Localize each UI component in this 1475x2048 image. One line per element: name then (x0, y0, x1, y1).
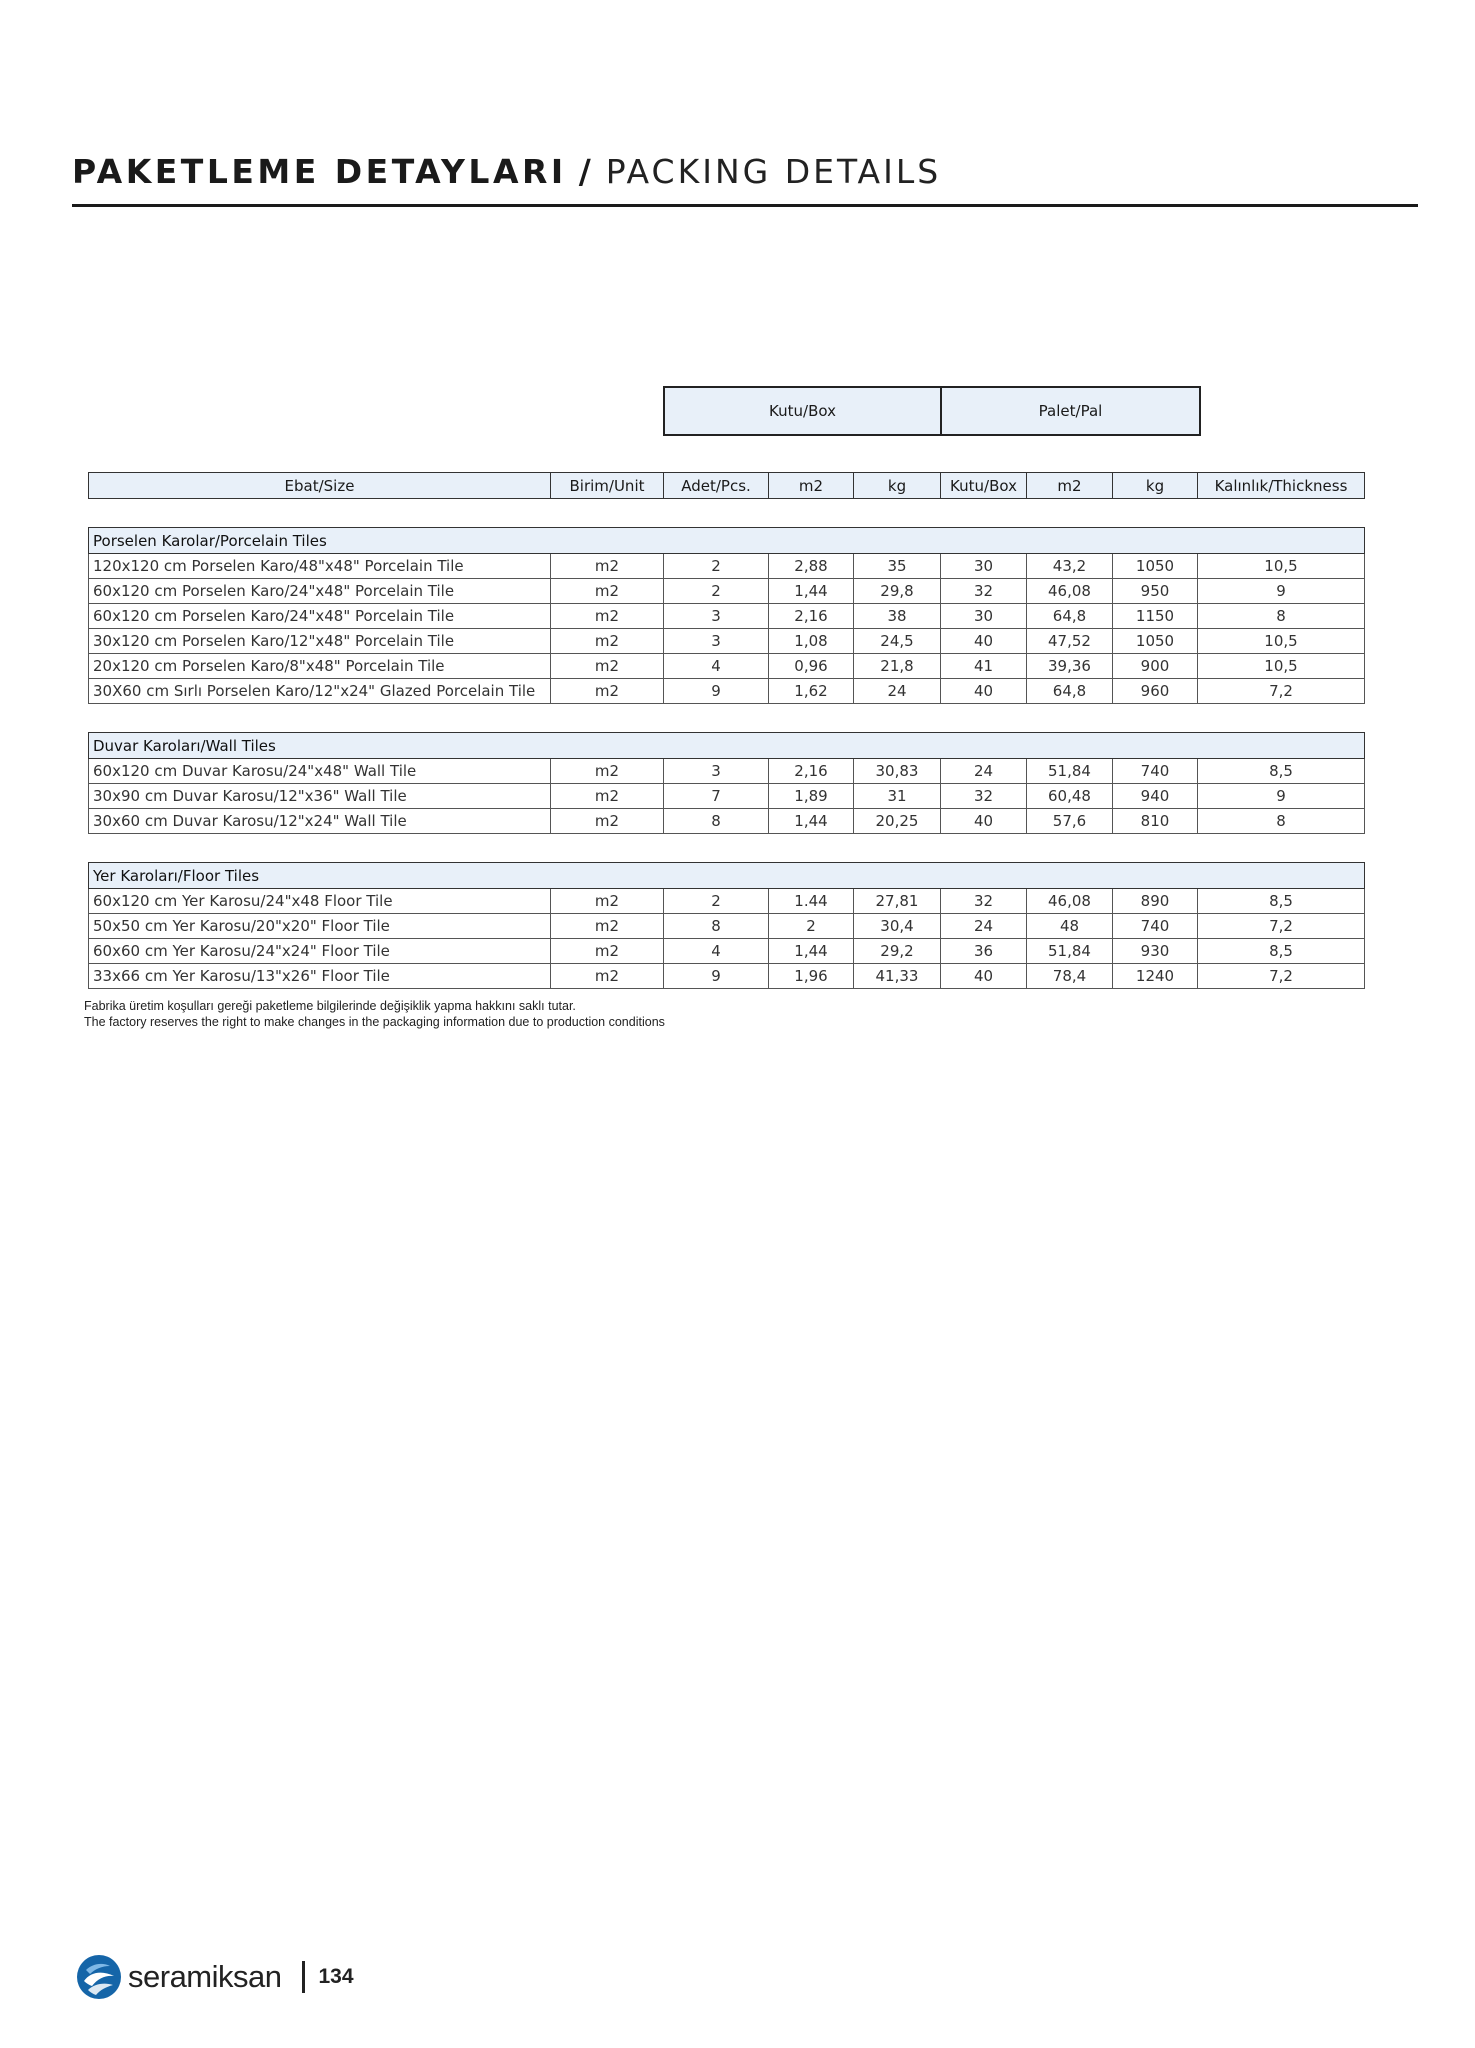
cell-pallet-m2: 78,4 (1027, 964, 1113, 989)
cell-thickness: 8 (1198, 604, 1365, 629)
cell-pallet-boxes: 40 (941, 679, 1027, 704)
cell-size: 30x90 cm Duvar Karosu/12"x36" Wall Tile (89, 784, 551, 809)
cell-pallet-kg: 740 (1113, 759, 1198, 784)
cell-unit: m2 (551, 654, 664, 679)
cell-pcs: 9 (664, 679, 769, 704)
cell-thickness: 9 (1198, 579, 1365, 604)
table-row (89, 964, 1365, 989)
cell-pallet-m2: 51,84 (1027, 759, 1113, 784)
table-row (89, 784, 1365, 809)
cell-size: 60x120 cm Duvar Karosu/24"x48" Wall Tile (89, 759, 551, 784)
cell-size: 20x120 cm Porselen Karo/8"x48" Porcelain Tile (89, 654, 551, 679)
cell-box-m2: 2 (769, 914, 854, 939)
cell-size: 30x60 cm Duvar Karosu/12"x24" Wall Tile (89, 809, 551, 834)
seramiksan-logo-icon (76, 1954, 122, 2000)
footer (76, 1950, 354, 2004)
title-separator: / (578, 152, 594, 191)
cell-pcs: 8 (664, 914, 769, 939)
cell-thickness: 10,5 (1198, 629, 1365, 654)
section-header (89, 528, 1365, 554)
cell-unit: m2 (551, 939, 664, 964)
cell-box-kg: 30,83 (854, 759, 941, 784)
cell-pallet-m2: 60,48 (1027, 784, 1113, 809)
cell-box-kg: 31 (854, 784, 941, 809)
table-row (89, 809, 1365, 834)
cell-thickness: 7,2 (1198, 964, 1365, 989)
cell-pallet-boxes: 32 (941, 889, 1027, 914)
cell-box-kg: 27,81 (854, 889, 941, 914)
cell-pallet-kg: 890 (1113, 889, 1198, 914)
disclaimer-note (84, 998, 665, 1030)
cell-box-m2: 2,88 (769, 554, 854, 579)
cell-box-m2: 1,62 (769, 679, 854, 704)
cell-box-m2: 0,96 (769, 654, 854, 679)
cell-thickness: 10,5 (1198, 654, 1365, 679)
cell-size: 60x120 cm Porselen Karo/24"x48" Porcelain Tile (89, 604, 551, 629)
group-header (663, 386, 1201, 436)
cell-pallet-boxes: 32 (941, 579, 1027, 604)
cell-unit: m2 (551, 964, 664, 989)
cell-unit: m2 (551, 889, 664, 914)
cell-pallet-boxes: 40 (941, 809, 1027, 834)
cell-pcs: 2 (664, 579, 769, 604)
cell-pallet-m2: 57,6 (1027, 809, 1113, 834)
cell-box-m2: 1,89 (769, 784, 854, 809)
cell-pcs: 4 (664, 654, 769, 679)
section-title: Duvar Karoları/Wall Tiles (89, 733, 1365, 759)
cell-unit: m2 (551, 629, 664, 654)
table-row (89, 914, 1365, 939)
cell-pallet-m2: 51,84 (1027, 939, 1113, 964)
cell-thickness: 7,2 (1198, 914, 1365, 939)
cell-pallet-kg: 810 (1113, 809, 1198, 834)
brand-name: seramiksan (128, 1959, 282, 1994)
cell-box-m2: 1.44 (769, 889, 854, 914)
col-box-kg: kg (854, 473, 941, 499)
column-header-row (89, 473, 1365, 499)
cell-pallet-m2: 46,08 (1027, 889, 1113, 914)
note-english: The factory reserves the right to make changes in the packaging information due to production conditions (84, 1015, 665, 1029)
cell-size: 60x120 cm Porselen Karo/24"x48" Porcelain Tile (89, 579, 551, 604)
cell-pallet-boxes: 41 (941, 654, 1027, 679)
table-row (89, 759, 1365, 784)
cell-size: 50x50 cm Yer Karosu/20"x20" Floor Tile (89, 914, 551, 939)
table-row (89, 679, 1365, 704)
cell-box-m2: 1,44 (769, 939, 854, 964)
page-number: 134 (318, 1965, 354, 1988)
cell-pallet-m2: 64,8 (1027, 604, 1113, 629)
table-row (89, 654, 1365, 679)
cell-pallet-boxes: 24 (941, 914, 1027, 939)
section-header (89, 733, 1365, 759)
cell-box-kg: 38 (854, 604, 941, 629)
cell-pcs: 2 (664, 554, 769, 579)
cell-unit: m2 (551, 759, 664, 784)
title-rule (72, 204, 1418, 207)
section-header (89, 863, 1365, 889)
cell-size: 60x60 cm Yer Karosu/24"x24" Floor Tile (89, 939, 551, 964)
cell-unit: m2 (551, 679, 664, 704)
cell-size: 60x120 cm Yer Karosu/24"x48 Floor Tile (89, 889, 551, 914)
cell-pcs: 3 (664, 629, 769, 654)
cell-pallet-m2: 46,08 (1027, 579, 1113, 604)
col-pallet-m2: m2 (1027, 473, 1113, 499)
col-pcs: Adet/Pcs. (664, 473, 769, 499)
cell-thickness: 8,5 (1198, 939, 1365, 964)
cell-pcs: 3 (664, 604, 769, 629)
table-row (89, 889, 1365, 914)
col-unit: Birim/Unit (551, 473, 664, 499)
cell-size: 120x120 cm Porselen Karo/48"x48" Porcelain Tile (89, 554, 551, 579)
cell-thickness: 10,5 (1198, 554, 1365, 579)
cell-box-m2: 1,44 (769, 579, 854, 604)
title-english: PACKING DETAILS (605, 152, 942, 191)
cell-pallet-boxes: 40 (941, 629, 1027, 654)
table-row (89, 629, 1365, 654)
section-title: Yer Karoları/Floor Tiles (89, 863, 1365, 889)
cell-pallet-kg: 930 (1113, 939, 1198, 964)
cell-pallet-kg: 900 (1113, 654, 1198, 679)
col-pallet-boxes: Kutu/Box (941, 473, 1027, 499)
cell-box-kg: 41,33 (854, 964, 941, 989)
page-title (72, 152, 941, 191)
cell-box-kg: 29,8 (854, 579, 941, 604)
cell-pallet-m2: 39,36 (1027, 654, 1113, 679)
cell-pcs: 3 (664, 759, 769, 784)
cell-unit: m2 (551, 579, 664, 604)
cell-pallet-kg: 1050 (1113, 554, 1198, 579)
cell-size: 30X60 cm Sırlı Porselen Karo/12"x24" Glazed Porcelain Tile (89, 679, 551, 704)
cell-pallet-kg: 1240 (1113, 964, 1198, 989)
cell-unit: m2 (551, 784, 664, 809)
cell-box-m2: 2,16 (769, 604, 854, 629)
cell-box-kg: 24 (854, 679, 941, 704)
cell-box-m2: 2,16 (769, 759, 854, 784)
cell-thickness: 8 (1198, 809, 1365, 834)
group-pallet-label: Palet/Pal (942, 388, 1199, 434)
col-box-m2: m2 (769, 473, 854, 499)
cell-pallet-kg: 940 (1113, 784, 1198, 809)
cell-thickness: 7,2 (1198, 679, 1365, 704)
cell-box-kg: 24,5 (854, 629, 941, 654)
cell-pallet-kg: 960 (1113, 679, 1198, 704)
cell-pallet-boxes: 36 (941, 939, 1027, 964)
cell-box-kg: 30,4 (854, 914, 941, 939)
cell-thickness: 9 (1198, 784, 1365, 809)
cell-thickness: 8,5 (1198, 759, 1365, 784)
cell-pallet-kg: 950 (1113, 579, 1198, 604)
cell-box-m2: 1,44 (769, 809, 854, 834)
cell-pallet-m2: 47,52 (1027, 629, 1113, 654)
cell-pcs: 8 (664, 809, 769, 834)
cell-size: 33x66 cm Yer Karosu/13"x26" Floor Tile (89, 964, 551, 989)
col-thickness: Kalınlık/Thickness (1198, 473, 1365, 499)
cell-unit: m2 (551, 914, 664, 939)
col-size: Ebat/Size (89, 473, 551, 499)
cell-pcs: 7 (664, 784, 769, 809)
cell-box-kg: 29,2 (854, 939, 941, 964)
cell-pallet-kg: 1150 (1113, 604, 1198, 629)
cell-pcs: 2 (664, 889, 769, 914)
cell-unit: m2 (551, 604, 664, 629)
col-pallet-kg: kg (1113, 473, 1198, 499)
cell-box-m2: 1,96 (769, 964, 854, 989)
table-row (89, 579, 1365, 604)
table-row (89, 939, 1365, 964)
cell-pallet-boxes: 32 (941, 784, 1027, 809)
cell-box-m2: 1,08 (769, 629, 854, 654)
cell-box-kg: 35 (854, 554, 941, 579)
section-title: Porselen Karolar/Porcelain Tiles (89, 528, 1365, 554)
footer-divider (302, 1961, 305, 1993)
cell-pallet-boxes: 24 (941, 759, 1027, 784)
note-turkish: Fabrika üretim koşulları gereği paketleme bilgilerinde değişiklik yapma hakkını saklı tutar. (84, 999, 576, 1013)
group-box-label: Kutu/Box (665, 388, 942, 434)
cell-size: 30x120 cm Porselen Karo/12"x48" Porcelain Tile (89, 629, 551, 654)
table-row (89, 554, 1365, 579)
cell-pallet-m2: 64,8 (1027, 679, 1113, 704)
cell-unit: m2 (551, 809, 664, 834)
cell-pallet-m2: 48 (1027, 914, 1113, 939)
cell-pallet-boxes: 40 (941, 964, 1027, 989)
cell-pallet-kg: 1050 (1113, 629, 1198, 654)
title-turkish: PAKETLEME DETAYLARI (72, 152, 567, 191)
cell-unit: m2 (551, 554, 664, 579)
table-row (89, 604, 1365, 629)
cell-pallet-m2: 43,2 (1027, 554, 1113, 579)
cell-box-kg: 21,8 (854, 654, 941, 679)
cell-pcs: 9 (664, 964, 769, 989)
cell-pallet-boxes: 30 (941, 604, 1027, 629)
cell-thickness: 8,5 (1198, 889, 1365, 914)
cell-pallet-boxes: 30 (941, 554, 1027, 579)
cell-pcs: 4 (664, 939, 769, 964)
cell-box-kg: 20,25 (854, 809, 941, 834)
packing-table (88, 472, 1365, 989)
cell-pallet-kg: 740 (1113, 914, 1198, 939)
